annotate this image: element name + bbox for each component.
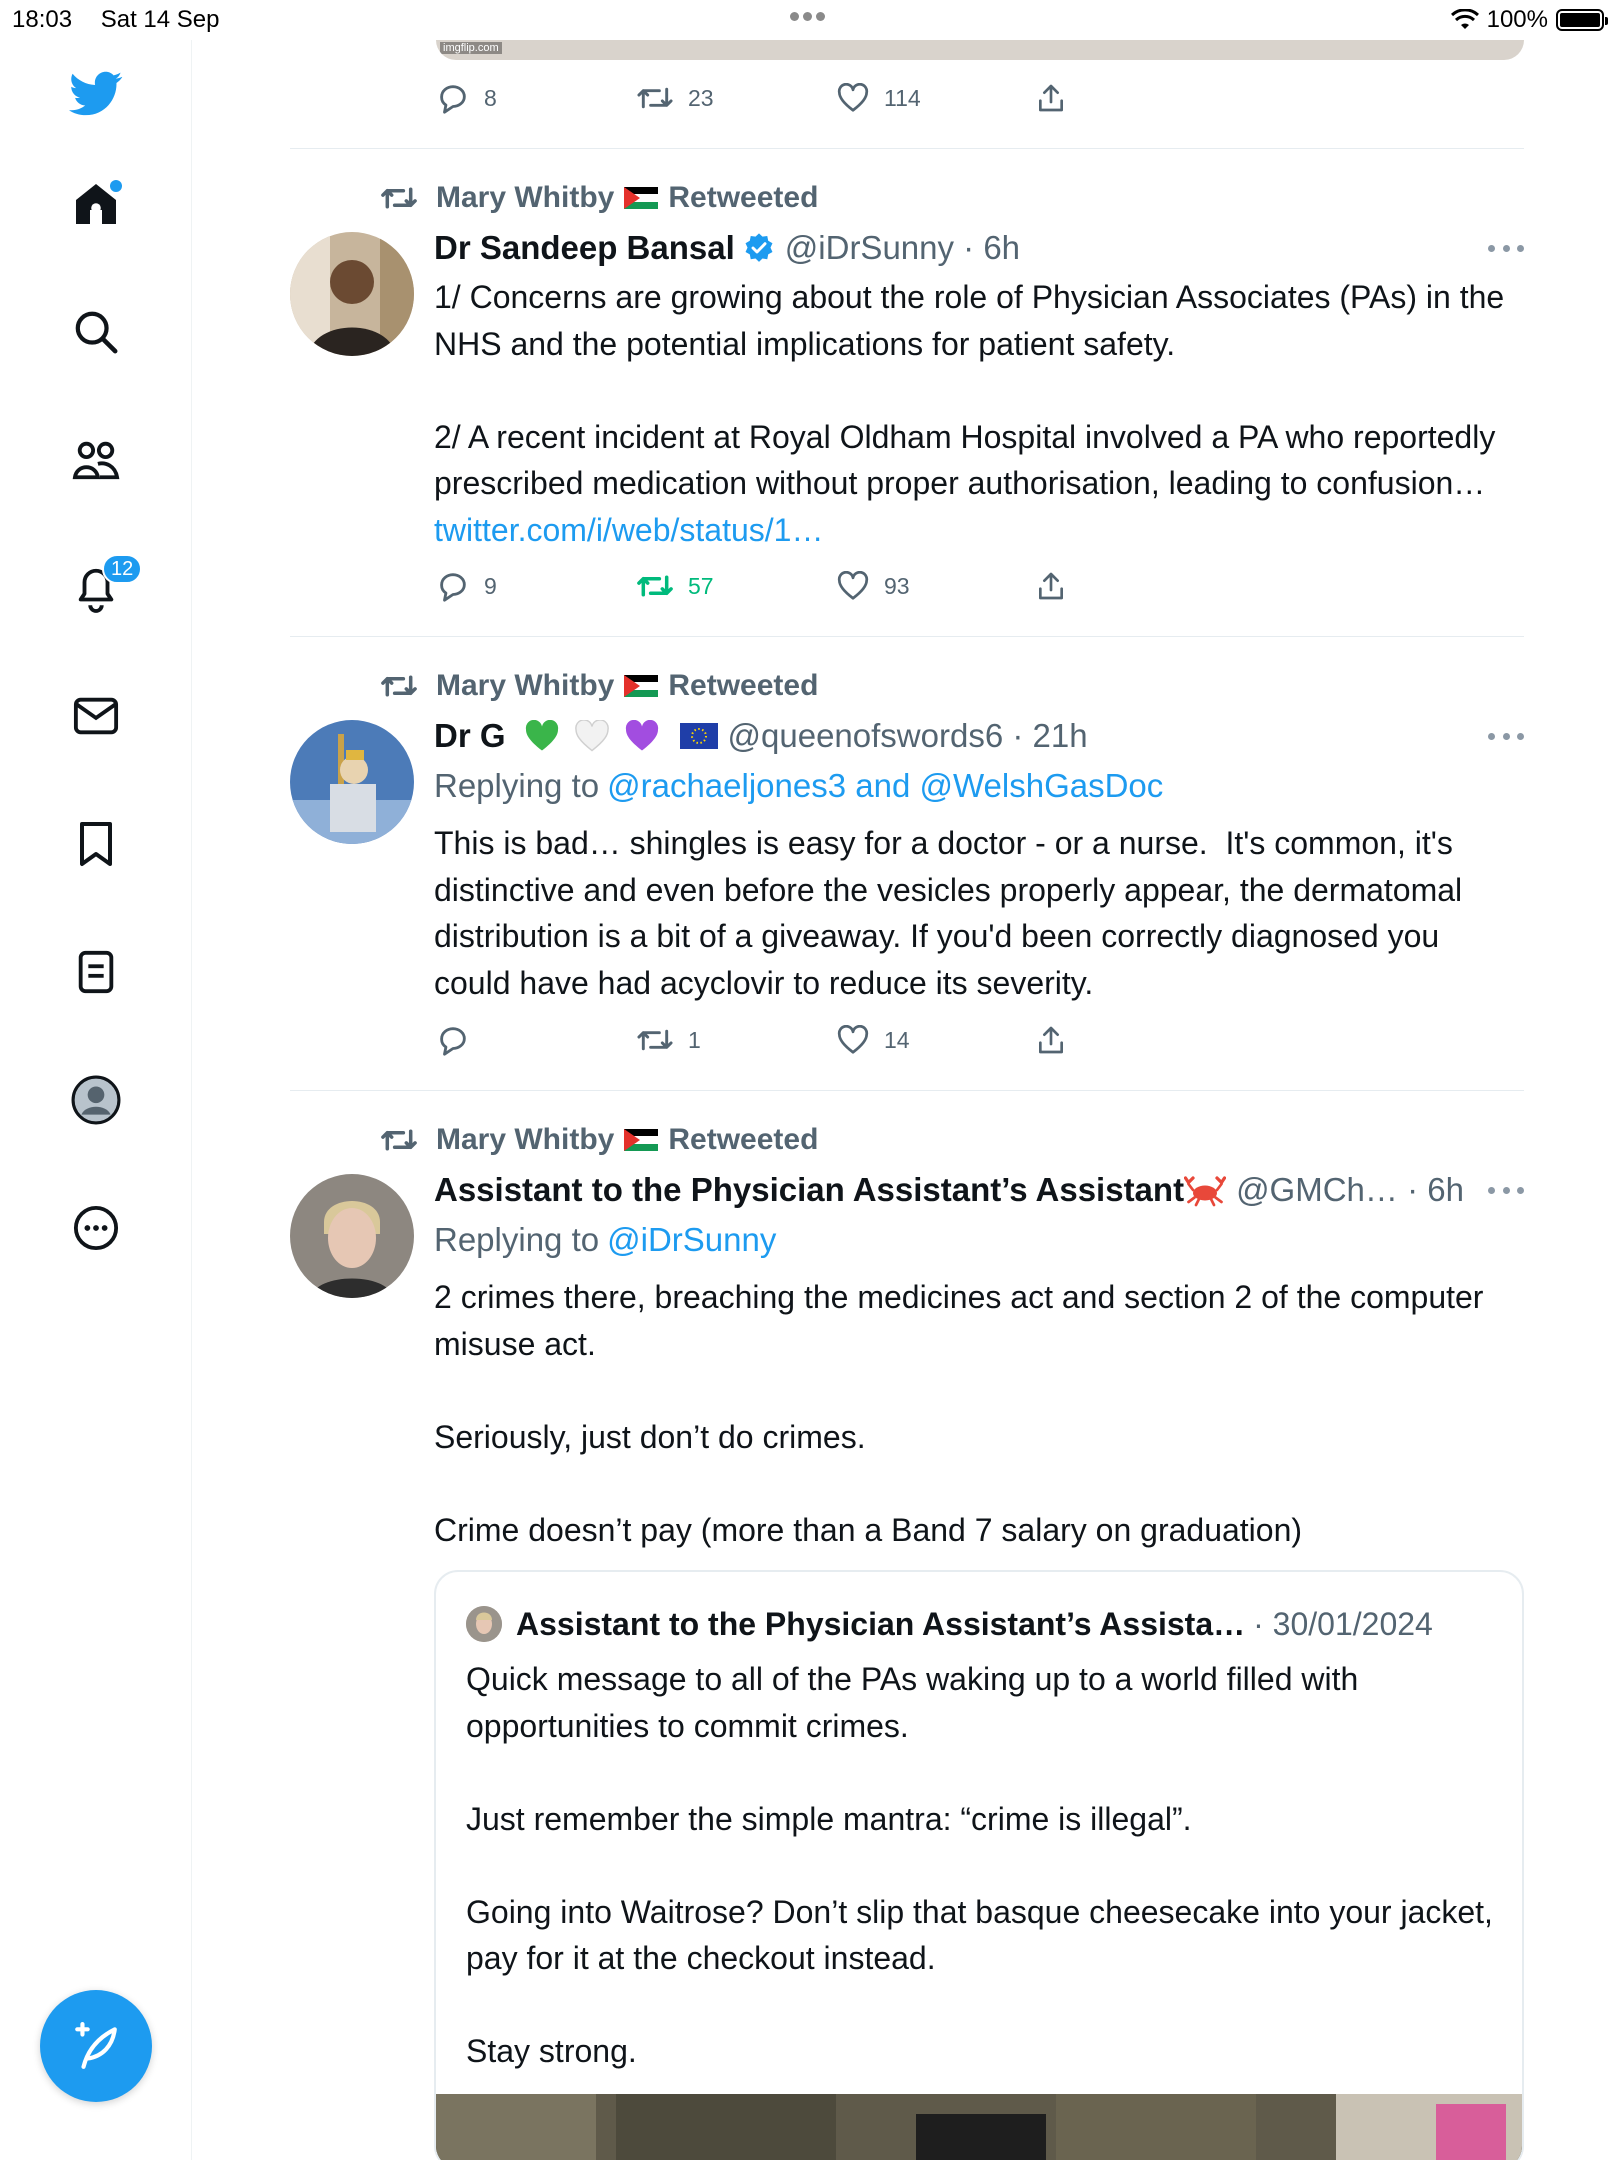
tweet-more-options-icon[interactable] <box>1488 1180 1524 1200</box>
retweet-icon <box>380 183 418 213</box>
multitasking-dots-icon[interactable] <box>788 8 832 28</box>
share-icon <box>1036 82 1066 114</box>
retweet-button[interactable] <box>636 1025 836 1055</box>
search-icon[interactable] <box>60 296 132 368</box>
author-name-emojis <box>520 720 718 752</box>
replying-to-handles[interactable]: @iDrSunny <box>607 1221 777 1258</box>
share-button[interactable] <box>1036 82 1096 114</box>
palestine-flag-icon <box>624 1129 658 1151</box>
battery-percent: 100% <box>1486 6 1548 33</box>
like-count: 14 <box>884 1026 910 1053</box>
retweet-context[interactable] <box>372 178 818 218</box>
retweet-count: 57 <box>688 572 714 599</box>
crab-emoji-icon <box>1184 1173 1226 1207</box>
profile-avatar-icon[interactable] <box>60 1064 132 1136</box>
tweet-actions <box>436 1020 1116 1060</box>
tweet-more-options-icon[interactable] <box>1488 238 1524 258</box>
status-bar <box>0 0 1620 40</box>
tweet-divider <box>290 148 1524 149</box>
retweet-count: 1 <box>688 1026 701 1053</box>
verified-badge-icon <box>743 232 775 264</box>
retweet-icon <box>636 83 674 113</box>
author-name[interactable]: Dr G <box>434 717 506 754</box>
reply-bubble-icon <box>436 570 470 602</box>
retweet-icon <box>380 671 418 701</box>
retweet-button[interactable] <box>636 571 836 601</box>
reply-button[interactable] <box>436 82 636 114</box>
like-count: 93 <box>884 572 910 599</box>
replying-to <box>434 1218 776 1262</box>
heart-icon <box>836 571 870 601</box>
media-watermark: imgflip.com <box>440 42 502 54</box>
like-button[interactable] <box>836 571 1036 601</box>
heart-icon <box>836 1025 870 1055</box>
share-button[interactable] <box>1036 1024 1096 1056</box>
retweet-icon <box>636 571 674 601</box>
quoted-tweet-text: Quick message to all of the PAs waking up to a world filled with opportunities to commit crimes. Just remember the simple mantra: “crime is illegal”. Going into Waitrose? Don’t slip that basque cheesecake into your jacket, pay for it at the checkout instead. Stay strong. <box>466 1661 1493 2069</box>
quoted-author-name: Assistant to the Physician Assistant’s Assista… <box>516 1605 1246 1642</box>
author-handle-time[interactable]: @GMCh… · 6h <box>1236 1171 1464 1208</box>
replying-to <box>434 764 1163 808</box>
reply-count: 8 <box>484 84 497 111</box>
retweeted-label: Retweeted <box>668 669 819 702</box>
home-icon[interactable] <box>60 168 132 240</box>
tweet-divider <box>290 636 1524 637</box>
tweet-header <box>434 226 1020 270</box>
heart-icon <box>836 83 870 113</box>
author-name[interactable]: Assistant to the Physician Assistant’s Assistant <box>434 1171 1185 1208</box>
twitter-logo-icon[interactable] <box>60 58 132 130</box>
quoted-tweet[interactable] <box>434 1570 1524 2160</box>
retweet-button[interactable] <box>636 83 836 113</box>
author-name[interactable]: Dr Sandeep Bansal <box>434 229 735 266</box>
retweet-icon <box>380 1125 418 1155</box>
status-date: Sat 14 Sep <box>100 6 220 33</box>
retweet-count: 23 <box>688 84 714 111</box>
quoted-author-avatar <box>466 1606 502 1642</box>
battery-icon <box>1556 9 1604 31</box>
status-time: 18:03 <box>12 6 73 33</box>
retweeter-name: Mary Whitby <box>436 1123 615 1156</box>
tweet-text: This is bad… shingles is easy for a doctor - or a nurse. It's common, it's distinctive and even before the vesicles properly appear, the dermatomal distribution is a bit of a giveaway. If you'd been correctly diagnosed you could have had acyclovir to reduce its severity. <box>434 825 1472 1001</box>
reply-button[interactable] <box>436 570 636 602</box>
lists-icon[interactable] <box>60 936 132 1008</box>
share-icon <box>1036 1024 1066 1056</box>
avatar[interactable] <box>290 1174 414 1298</box>
notifications-bell-icon[interactable] <box>60 552 132 624</box>
reply-button[interactable] <box>436 1024 636 1056</box>
notifications-badge: 12 <box>102 554 142 584</box>
retweeted-label: Retweeted <box>668 181 819 214</box>
like-button[interactable] <box>836 83 1036 113</box>
quoted-tweet-header <box>466 1602 1433 1646</box>
retweeted-label: Retweeted <box>668 1123 819 1156</box>
palestine-flag-icon <box>624 187 658 209</box>
green-heart-icon <box>524 720 560 752</box>
tweet-divider <box>290 1090 1524 1091</box>
reply-bubble-icon <box>436 1024 470 1056</box>
compose-tweet-button[interactable] <box>40 1990 152 2102</box>
palestine-flag-icon <box>624 675 658 697</box>
home-unread-dot <box>110 180 122 192</box>
previous-tweet-media[interactable] <box>436 40 1524 60</box>
replying-to-label: Replying to <box>434 767 600 804</box>
tweet-header <box>434 1168 1464 1212</box>
white-heart-icon <box>574 720 610 752</box>
messages-envelope-icon[interactable] <box>60 680 132 752</box>
tweet-actions <box>436 566 1116 606</box>
retweeter-name: Mary Whitby <box>436 669 615 702</box>
sidebar <box>0 40 192 2160</box>
share-button[interactable] <box>1036 570 1096 602</box>
like-count: 114 <box>884 84 921 111</box>
bookmark-icon[interactable] <box>60 808 132 880</box>
author-handle-time[interactable]: @iDrSunny · 6h <box>784 229 1021 266</box>
compose-feather-icon <box>71 2021 121 2071</box>
retweet-icon <box>636 1025 674 1055</box>
quoted-tweet-media[interactable] <box>436 2094 1524 2160</box>
avatar[interactable] <box>290 720 414 844</box>
quoted-tweet-date: · 30/01/2024 <box>1253 1605 1433 1642</box>
tweet-text: 2 crimes there, breaching the medicines act and section 2 of the computer misuse act. Seriously, just don’t do crimes. Crime doesn’t pay (more than a Band 7 salary on graduation) <box>434 1279 1484 1548</box>
retweet-context[interactable] <box>372 1120 818 1160</box>
tweet-header <box>434 714 1088 758</box>
wifi-icon <box>1451 9 1479 31</box>
more-options-circle-icon[interactable] <box>60 1192 132 1264</box>
replying-to-label: Replying to <box>434 1221 600 1258</box>
reply-bubble-icon <box>436 82 470 114</box>
like-button[interactable] <box>836 1025 1036 1055</box>
share-icon <box>1036 570 1066 602</box>
avatar[interactable] <box>290 232 414 356</box>
communities-icon[interactable] <box>60 424 132 496</box>
retweeter-name: Mary Whitby <box>436 181 615 214</box>
tweet-link[interactable]: twitter.com/i/web/status/1… <box>434 511 824 548</box>
eu-flag-icon <box>680 723 718 749</box>
reply-count: 9 <box>484 572 497 599</box>
replying-to-handles[interactable]: @rachaeljones3 and @WelshGasDoc <box>607 767 1164 804</box>
tweet-text: 1/ Concerns are growing about the role of Physician Associates (PAs) in the NHS and the potential implications for patient safety. 2/ A recent incident at Royal Oldham Hospital involved a PA who reportedly prescribed medication without proper authorisation, leading to confusion… twitter.com/i/web/status/1… <box>434 279 1505 548</box>
tweet-more-options-icon[interactable] <box>1488 726 1524 746</box>
author-handle-time[interactable]: @queenofswords6 · 21h <box>727 717 1088 754</box>
previous-tweet-actions <box>436 78 1116 118</box>
retweet-context[interactable] <box>372 666 818 706</box>
purple-heart-icon <box>624 720 660 752</box>
